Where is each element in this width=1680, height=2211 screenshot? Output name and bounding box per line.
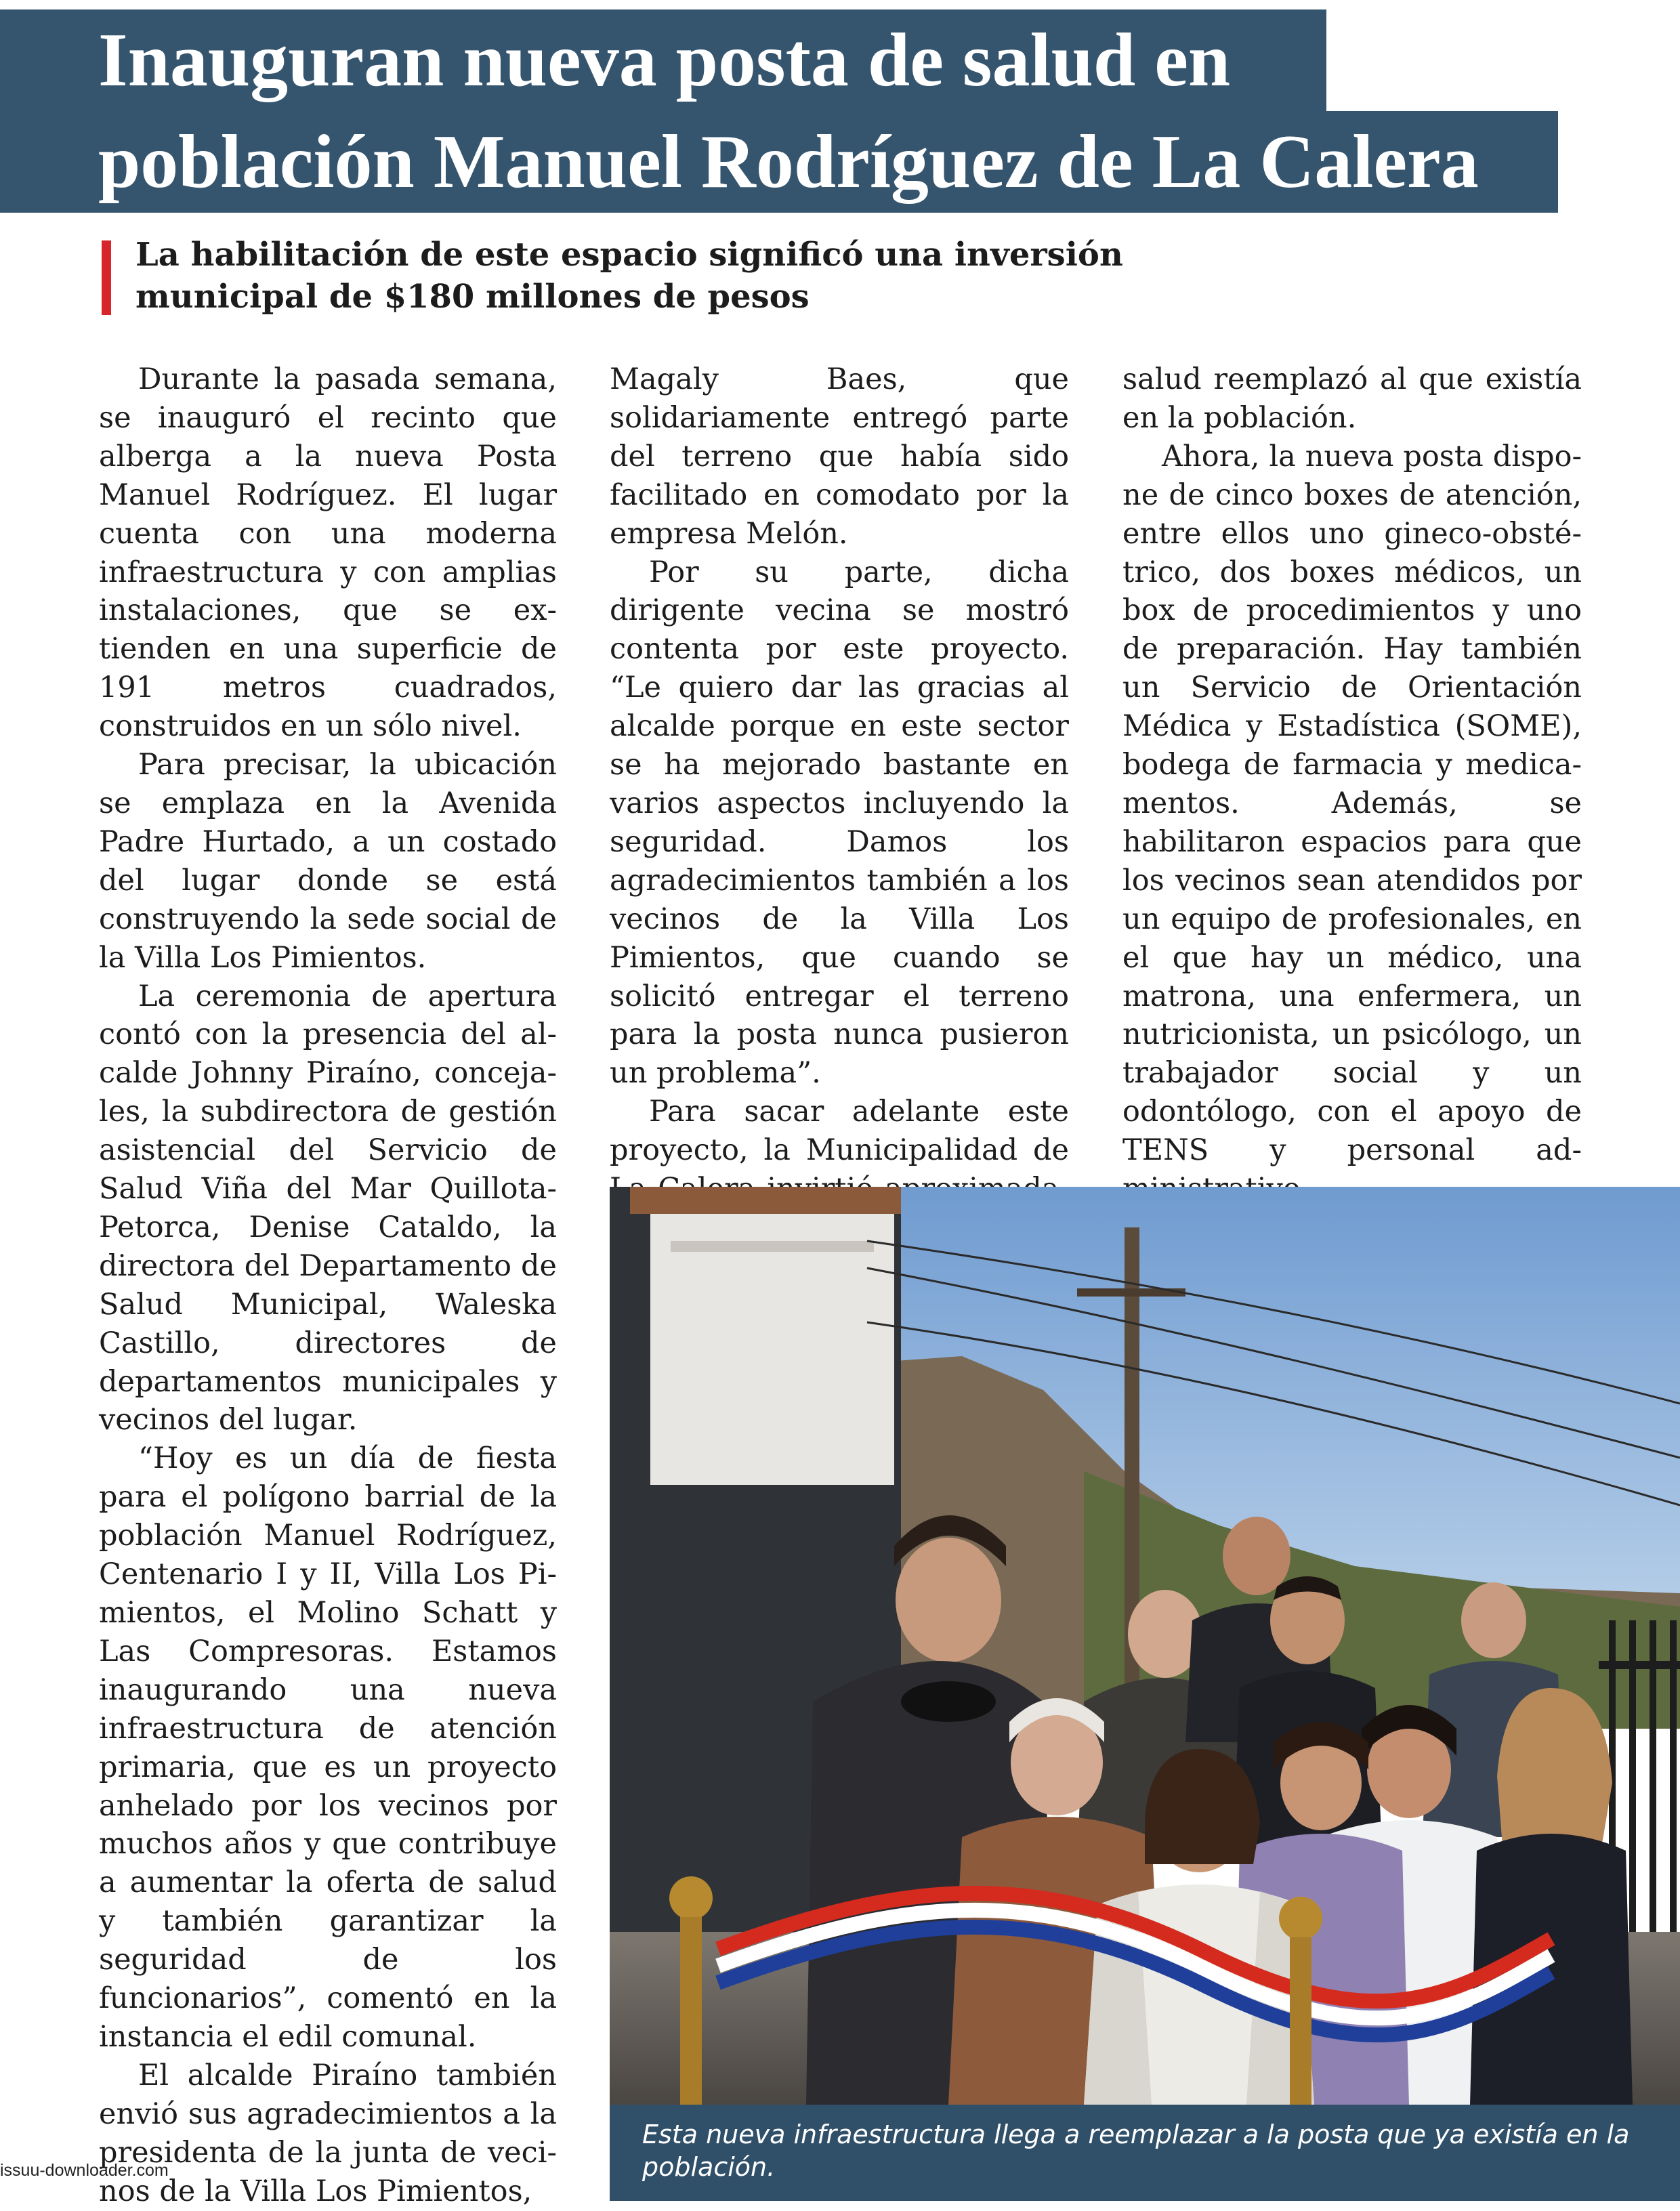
headline-line-1: Inauguran nueva posta de salud en [0,9,1326,111]
paragraph: La ceremonia de apertura contó con la presencia del alcalde Johnny Piraíno, concejales, la subdirectora de gestión asistencial del Servicio de Salud Viña del Mar Quillota-Petorca, Denise Cataldo, la directora del Departamento de Salud Municipal, Waleska Castillo, directores de departamentos municipales y vecinos del lugar. [99,979,557,1437]
paragraph: “Hoy es un día de fiesta para el polígono barrial de la población Manuel Rodríguez, Centenario I y II, Villa Los Pimientos, el Molino Schatt y Las Compresoras. Estamos inaugurando una nueva infraestructura de atención primaria, que es un proyecto anhelado por los vecinos por muchos años y que contribuye a aumentar la oferta de salud y también garantizar la seguridad de los funcionarios”, comentó en la instancia el edil comunal. [99,1441,557,2054]
article-column-1 [99,360,557,2211]
article-column-2 [610,360,1069,1286]
paragraph: Magaly Baes, que solidariamente entregó parte del terreno que había sido facilitado en comodato por la empresa Melón. [610,362,1069,551]
headline-line-2: población Manuel Rodríguez de La Calera [0,111,1558,213]
paragraph: Ahora, la nueva posta dispone de cinco boxes de atención, entre ellos uno gineco-obstétrico, dos boxes médicos, un box de procedimientos y uno de preparación. Hay también un Servicio de Orientación Médica y Estadística (SOME), bodega de farmacia y medicamentos. Además, se habilitaron espacios para que los vecinos sean atendidos por un equipo de profesionales, en el que hay un médico, una matrona, una enfermera, un nutricionista, un psicólogo, un trabajador social y un odontólogo, con el apoyo de TENS y personal ad [1122,439,1582,1168]
paragraph: Por su parte, dicha dirigente vecina se mostró contenta por este proyecto. “Le quiero dar las gracias al alcalde porque en este sector se ha mejorado bastante en varios aspectos incluyendo la seguridad. Damos los agradecimientos también a los vecinos de la Villa Los Pimientos, que cuando se solicitó entregar el terreno para la posta nunca pusieron un problema”. [610,555,1069,1091]
paragraph: Para precisar, la ubicación se emplaza en la Avenida Padre Hurtado, a un costado del lugar donde se está construyendo la sede social de la Villa Los Pimientos. [99,748,557,975]
paragraph: El alcalde Piraíno también envió sus agradecimientos a la presidenta de la junta de vecinos de la Villa Los Pimientos, [99,2058,557,2208]
paragraph: Durante la pasada semana, se inauguró el recinto que alberga a la nueva Posta Manuel Rodríguez. El lugar cuenta con una moderna infraestructura y con amplias instalaciones, que se extienden en una superficie de 191 metros cuadrados, construidos en un sólo nivel. [99,362,557,744]
subheadline: La habilitación de este espacio significó una inversión municipal de $180 millones de pesos [135,236,1123,316]
subhead-accent-bar [102,240,111,315]
photo-caption: Esta nueva infraestructura llega a reemplazar a la posta que ya existía en la población. [610,2105,1680,2201]
watermark: issuu-downloader.com [0,2161,169,2180]
paragraph: salud reemplazó al que existía en la población. [1122,362,1582,435]
article-column-3 [1122,360,1582,1208]
paragraph: Para sacar adelante este proyecto, la Municipalidad de [610,1095,1069,1168]
ribbon-cutting-photo [610,1187,1680,2105]
